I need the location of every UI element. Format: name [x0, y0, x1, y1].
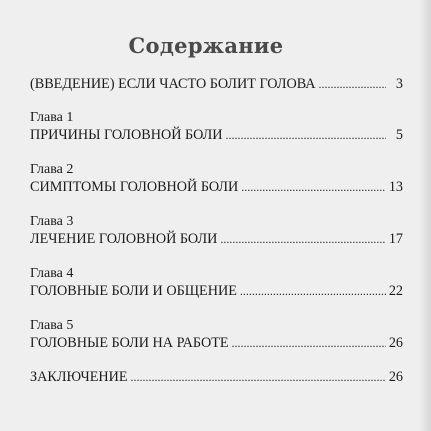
- chapter-label: Глава 1: [30, 110, 74, 125]
- toc-entry-title: ГОЛОВНЫЕ БОЛИ НА РАБОТЕ: [30, 335, 229, 351]
- toc-line: [30, 231, 403, 248]
- chapter-label: Глава 4: [30, 266, 74, 281]
- toc-entry-title: ЛЕЧЕНИЕ ГОЛОВНОЙ БОЛИ: [30, 231, 218, 247]
- toc-line: [30, 335, 403, 352]
- chapter-label: Глава 5: [30, 318, 74, 333]
- toc-page-number: 17: [388, 231, 403, 247]
- toc-entry-title: ЗАКЛЮЧЕНИЕ: [30, 369, 128, 385]
- dot-leader: [241, 179, 386, 196]
- toc-line: [30, 369, 403, 386]
- dot-leader: [225, 127, 386, 144]
- toc-entry-title: (ВВЕДЕНИЕ) ЕСЛИ ЧАСТО БОЛИТ ГОЛОВА: [30, 76, 316, 92]
- toc-entry-chapter-2: [30, 162, 403, 196]
- toc-entry-chapter-3: [30, 214, 403, 248]
- toc-page-number: 3: [395, 76, 403, 92]
- dot-leader: [319, 76, 386, 93]
- toc-page-number: 5: [395, 127, 403, 143]
- page-edge-shadow: [419, 0, 431, 431]
- dot-leader: [232, 335, 386, 352]
- dot-leader: [131, 369, 386, 386]
- toc-page-number: 13: [388, 179, 403, 195]
- toc-line: [30, 283, 403, 300]
- toc-line: [30, 76, 403, 93]
- chapter-label: Глава 2: [30, 162, 74, 177]
- toc-page-number: 22: [388, 283, 403, 299]
- toc-entry-title: ПРИЧИНЫ ГОЛОВНОЙ БОЛИ: [30, 127, 223, 143]
- toc-page-number: 26: [388, 335, 403, 351]
- toc-entry-conclusion: [30, 369, 403, 386]
- toc-line: [30, 179, 403, 196]
- toc-line: [30, 127, 403, 144]
- toc-entry-introduction: [30, 76, 403, 93]
- toc-page-number: 26: [388, 369, 403, 385]
- toc-entry-title: ГОЛОВНЫЕ БОЛИ И ОБЩЕНИЕ: [30, 283, 237, 299]
- chapter-label: Глава 3: [30, 214, 74, 229]
- dot-leader: [240, 283, 386, 300]
- toc-entry-title: СИМПТОМЫ ГОЛОВНОЙ БОЛИ: [30, 179, 239, 195]
- toc-entry-chapter-5: [30, 318, 403, 352]
- toc-entry-chapter-4: [30, 266, 403, 300]
- dot-leader: [220, 231, 385, 248]
- page-title: Содержание: [128, 33, 284, 58]
- toc-entry-chapter-1: [30, 110, 403, 144]
